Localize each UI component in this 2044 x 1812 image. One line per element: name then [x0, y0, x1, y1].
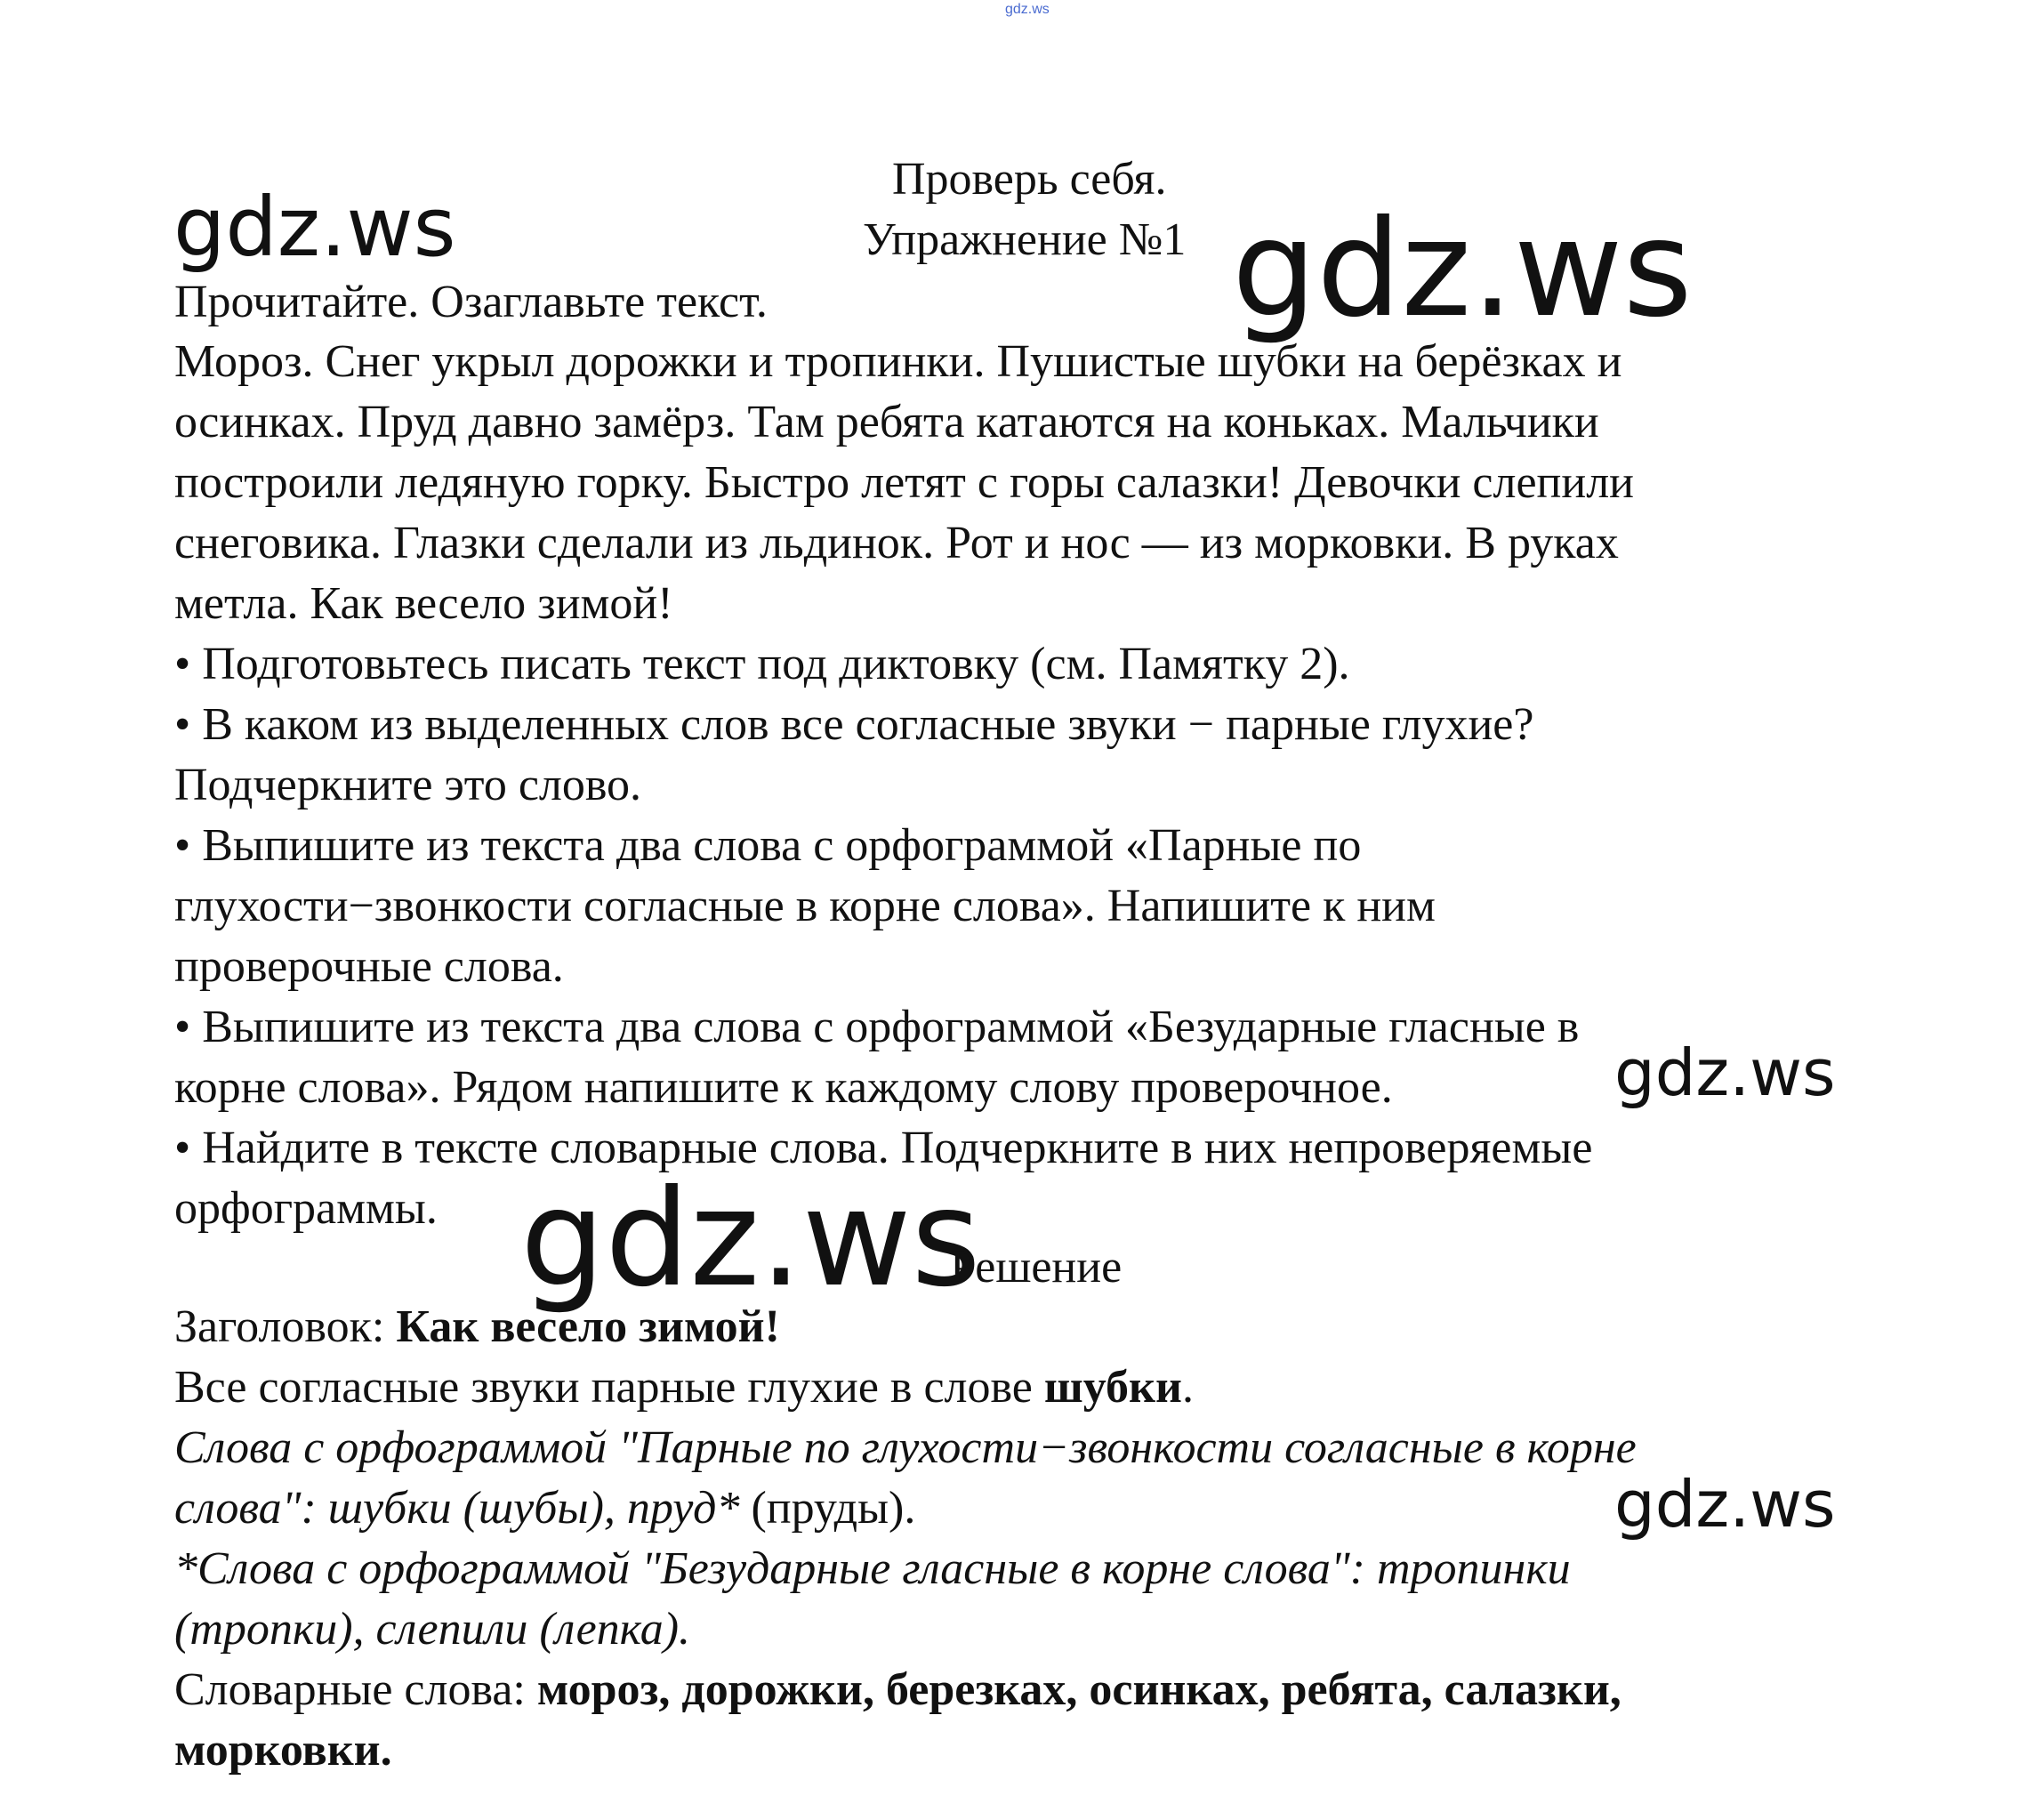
- dict-words: мороз, дорожки, березках, осинках, ребята, салазки,: [536, 1664, 1622, 1715]
- task-bullet-line: Подчеркните это слово.: [174, 760, 642, 810]
- task-bullet-line: • Подготовьтесь писать текст под диктовку (см. Памятку 2).: [174, 639, 1350, 689]
- solution-dictionary-line: морковки.: [174, 1725, 392, 1776]
- task-bullet-line: корне слова». Рядом напишите к каждому слову проверочное.: [174, 1062, 1393, 1113]
- task-bullet-line: орфограммы.: [174, 1183, 438, 1234]
- solution-title-line: [174, 1301, 780, 1352]
- solution-title-label: Заголовок:: [174, 1301, 397, 1352]
- task-bullet-line: • Найдите в тексте словарные слова. Подчеркните в них непроверяемые: [174, 1123, 1593, 1173]
- watermark-logo: gdz.ws: [1232, 192, 1693, 347]
- solution-paired-line: Слова с орфограммой "Парные по глухости−звонкости согласные в корне: [174, 1422, 1637, 1473]
- consonants-label: Все согласные звуки парные глухие в слове: [174, 1362, 1044, 1413]
- solution-consonants-line: [174, 1362, 1194, 1413]
- page-title: Проверь себя.: [892, 154, 1167, 205]
- consonants-word: шубки: [1043, 1362, 1182, 1413]
- watermark-logo: gdz.ws: [1614, 1035, 1836, 1110]
- exercise-number: Упражнение №1: [863, 214, 1187, 265]
- consonants-end: .: [1181, 1362, 1194, 1413]
- dict-label: Словарные слова:: [174, 1664, 537, 1715]
- task-bullet-line: • В каком из выделенных слов все согласные звуки − парные глухие?: [174, 699, 1534, 750]
- paired-line2-plain: (пруды).: [739, 1483, 916, 1534]
- watermark-logo: gdz.ws: [520, 1162, 981, 1317]
- solution-title-value: Как весело зимой!: [396, 1301, 780, 1352]
- task-instruction: Прочитайте. Озаглавьте текст.: [174, 277, 768, 327]
- text-line: построили ледяную горку. Быстро летят с горы салазки! Девочки слепили: [174, 457, 1634, 508]
- text-line: осинках. Пруд давно замёрз. Там ребята катаются на коньках. Мальчики: [174, 397, 1599, 447]
- top-watermark: gdz.ws: [1005, 2, 1050, 17]
- text-line: метла. Как весело зимой!: [174, 578, 673, 629]
- text-line: снеговика. Глазки сделали из льдинок. Рот и нос — из морковки. В руках: [174, 518, 1619, 568]
- solution-unstressed-line: *Слова с орфограммой "Безударные гласные в корне слова": тропинки: [174, 1543, 1571, 1594]
- task-bullet-line: глухости−звонкости согласные в корне слова». Напишите к ним: [174, 881, 1436, 931]
- task-bullet-line: • Выпишите из текста два слова с орфограммой «Парные по: [174, 820, 1362, 871]
- text-line: Мороз. Снег укрыл дорожки и тропинки. Пушистые шубки на берёзках и: [174, 336, 1622, 387]
- solution-heading: Решение: [950, 1242, 1123, 1293]
- watermark-logo: gdz.ws: [173, 180, 456, 275]
- solution-paired-line: [174, 1483, 916, 1534]
- watermark-logo: gdz.ws: [1614, 1467, 1836, 1542]
- paired-line2-italic: слова": шубки (шубы), пруд*: [174, 1483, 740, 1534]
- task-bullet-line: • Выпишите из текста два слова с орфограммой «Безударные гласные в: [174, 1002, 1580, 1052]
- solution-dictionary-line: [174, 1664, 1622, 1715]
- task-bullet-line: проверочные слова.: [174, 941, 564, 992]
- solution-unstressed-line: (тропки), слепили (лепка).: [174, 1604, 691, 1655]
